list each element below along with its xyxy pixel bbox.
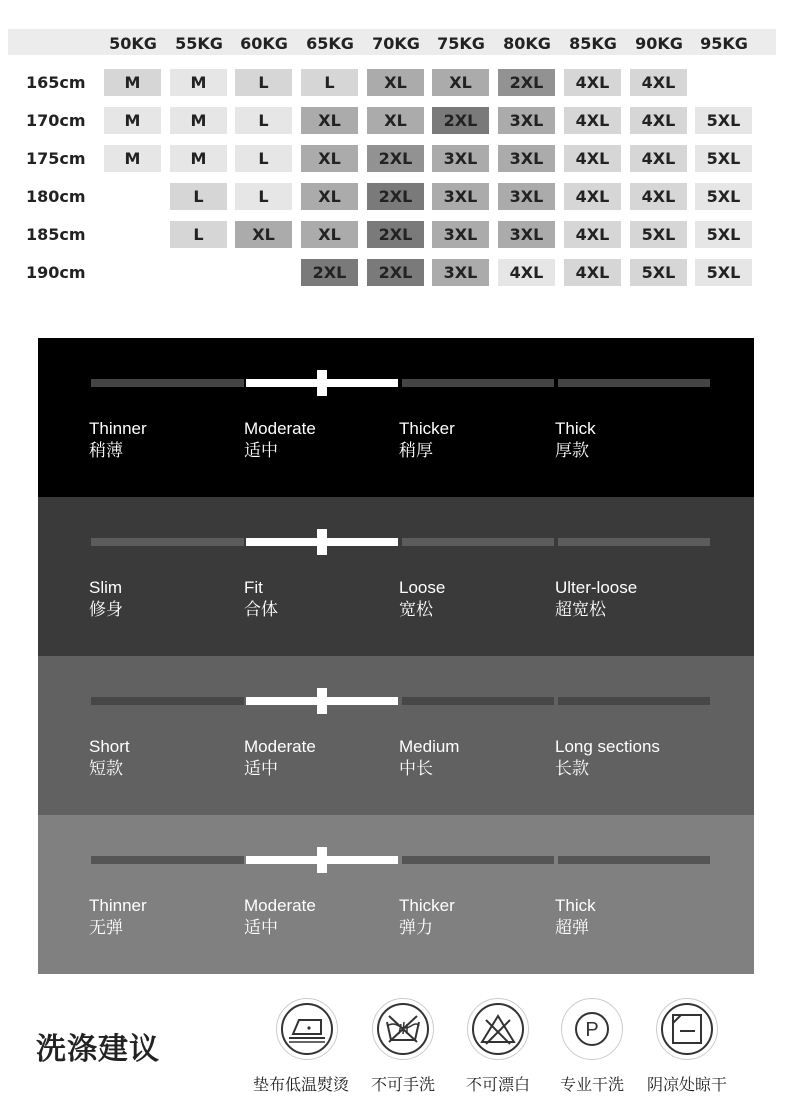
scale-segment [91, 379, 244, 387]
weight-header-50kg: 50KG [109, 34, 157, 53]
size-cell: XL [367, 107, 424, 134]
scale-segment [558, 538, 710, 546]
scale-segment [558, 379, 710, 387]
iron-icon [281, 1003, 333, 1055]
washing-symbol [561, 998, 623, 1060]
feature-option-label [244, 418, 316, 462]
option-chinese: 稍薄 [89, 441, 123, 460]
size-cell: 4XL [564, 145, 621, 172]
option-chinese: 短款 [89, 759, 123, 778]
washing-symbol [656, 998, 718, 1060]
feature-option-label [244, 577, 278, 621]
height-label-170cm: 170cm [26, 111, 86, 130]
option-english: Ulter-loose [555, 578, 638, 597]
option-english: Thick [555, 896, 596, 915]
size-cell: M [104, 107, 161, 134]
option-chinese: 稍厚 [399, 441, 433, 460]
feature-option-label [89, 577, 123, 621]
washing-label: 不可手洗 [370, 1075, 435, 1094]
option-chinese: 超弹 [555, 918, 589, 937]
size-cell: 2XL [367, 183, 424, 210]
size-cell: XL [235, 221, 292, 248]
option-english: Long sections [555, 737, 660, 756]
size-cell: L [170, 221, 227, 248]
scale-segment [91, 697, 244, 705]
feature-option-label [399, 736, 459, 780]
feature-option-label [555, 418, 596, 462]
option-chinese: 适中 [244, 759, 278, 778]
scale-segment [558, 697, 710, 705]
feature-panel-fit [38, 497, 754, 656]
height-label-175cm: 175cm [26, 149, 86, 168]
size-cell: 5XL [695, 183, 752, 210]
feature-option-label [89, 895, 147, 939]
option-english: Short [89, 737, 130, 756]
size-cell: 3XL [498, 221, 555, 248]
weight-header-65kg: 65KG [306, 34, 354, 53]
size-cell: 4XL [630, 183, 687, 210]
washing-label: 专业干洗 [559, 1075, 624, 1094]
option-english: Thinner [89, 419, 147, 438]
size-cell: M [104, 145, 161, 172]
size-cell: 4XL [564, 107, 621, 134]
feature-option-label [244, 895, 316, 939]
size-cell: M [170, 145, 227, 172]
scale-marker [317, 847, 327, 873]
option-chinese: 无弹 [89, 918, 123, 937]
option-english: Thicker [399, 896, 455, 915]
height-label-180cm: 180cm [26, 187, 86, 206]
feature-option-label [244, 736, 316, 780]
size-cell: XL [432, 69, 489, 96]
scale-segment [402, 379, 554, 387]
size-cell: XL [301, 107, 358, 134]
option-chinese: 弹力 [399, 918, 433, 937]
size-cell: 3XL [498, 107, 555, 134]
size-cell: 5XL [695, 221, 752, 248]
washing-label: 垫布低温熨烫 [252, 1075, 349, 1094]
weight-header-75kg: 75KG [437, 34, 485, 53]
size-cell: 3XL [432, 145, 489, 172]
size-cell: 3XL [498, 183, 555, 210]
size-cell: L [235, 69, 292, 96]
option-chinese: 合体 [244, 600, 278, 619]
weight-header-60kg: 60KG [240, 34, 288, 53]
feature-panel-length [38, 656, 754, 815]
size-cell: 4XL [564, 183, 621, 210]
feature-option-label [555, 736, 660, 780]
option-english: Fit [244, 578, 263, 597]
option-chinese: 适中 [244, 441, 278, 460]
height-label-165cm: 165cm [26, 73, 86, 92]
size-cell: XL [301, 145, 358, 172]
washing-label: 阴凉处晾干 [646, 1075, 727, 1094]
size-cell: 3XL [432, 259, 489, 286]
size-cell: M [170, 107, 227, 134]
option-english: Thinner [89, 896, 147, 915]
feature-option-label [399, 577, 445, 621]
height-label-190cm: 190cm [26, 263, 86, 282]
size-cell: 3XL [432, 183, 489, 210]
size-cell: XL [301, 221, 358, 248]
professional-dry-clean-icon [566, 1003, 618, 1055]
size-cell: 2XL [432, 107, 489, 134]
option-chinese: 超宽松 [555, 600, 606, 619]
height-label-185cm: 185cm [26, 225, 86, 244]
size-cell: 3XL [498, 145, 555, 172]
feature-option-label [555, 895, 596, 939]
scale-marker [317, 688, 327, 714]
option-chinese: 适中 [244, 918, 278, 937]
scale-segment [558, 856, 710, 864]
size-cell: 4XL [564, 69, 621, 96]
size-cell: M [170, 69, 227, 96]
size-cell: 2XL [367, 145, 424, 172]
size-cell: XL [301, 183, 358, 210]
feature-option-label [399, 418, 455, 462]
weight-header-90kg: 90KG [635, 34, 683, 53]
size-cell: 4XL [564, 221, 621, 248]
feature-panel-thickness [38, 338, 754, 497]
size-cell: 5XL [695, 145, 752, 172]
feature-option-label [555, 577, 637, 621]
option-chinese: 宽松 [399, 600, 433, 619]
feature-option-label [89, 418, 147, 462]
size-cell: 2XL [367, 221, 424, 248]
size-cell: L [301, 69, 358, 96]
washing-symbol [372, 998, 434, 1060]
size-cell: 4XL [564, 259, 621, 286]
option-chinese: 长款 [555, 759, 589, 778]
feature-panel-elasticity [38, 815, 754, 974]
washing-symbol [467, 998, 529, 1060]
option-english: Thicker [399, 419, 455, 438]
scale-segment [91, 538, 244, 546]
no-hand-wash-icon [377, 1003, 429, 1055]
size-cell: L [235, 107, 292, 134]
weight-header-55kg: 55KG [175, 34, 223, 53]
size-cell: 2XL [498, 69, 555, 96]
size-cell: 5XL [695, 259, 752, 286]
option-english: Moderate [244, 419, 316, 438]
size-cell: M [104, 69, 161, 96]
option-english: Thick [555, 419, 596, 438]
option-english: Loose [399, 578, 446, 597]
scale-segment [402, 697, 554, 705]
scale-marker [317, 529, 327, 555]
option-english: Slim [89, 578, 123, 597]
option-chinese: 厚款 [555, 441, 589, 460]
weight-header-80kg: 80KG [503, 34, 551, 53]
size-cell: 4XL [630, 145, 687, 172]
option-english: Medium [399, 737, 460, 756]
size-cell: 5XL [630, 259, 687, 286]
weight-header-85kg: 85KG [569, 34, 617, 53]
size-cell: 2XL [367, 259, 424, 286]
svg-text:P: P [585, 1019, 599, 1041]
size-cell: XL [367, 69, 424, 96]
size-cell: 3XL [432, 221, 489, 248]
size-cell: 2XL [301, 259, 358, 286]
weight-header-70kg: 70KG [372, 34, 420, 53]
washing-label: 不可漂白 [465, 1075, 530, 1094]
no-bleach-icon [472, 1003, 524, 1055]
option-english: Moderate [244, 737, 316, 756]
scale-marker [317, 370, 327, 396]
size-cell: 5XL [630, 221, 687, 248]
weight-header-95kg: 95KG [700, 34, 748, 53]
size-cell: 4XL [498, 259, 555, 286]
scale-segment [402, 856, 554, 864]
washing-symbol [276, 998, 338, 1060]
feature-option-label [89, 736, 130, 780]
washing-title: 洗涤建议 [36, 1032, 160, 1067]
option-english: Moderate [244, 896, 316, 915]
size-cell: 4XL [630, 107, 687, 134]
scale-segment [91, 856, 244, 864]
option-chinese: 修身 [89, 600, 123, 619]
dry-in-shade-icon [661, 1003, 713, 1055]
feature-option-label [399, 895, 455, 939]
size-cell: 5XL [695, 107, 752, 134]
scale-segment [402, 538, 554, 546]
size-cell: L [170, 183, 227, 210]
size-cell: L [235, 145, 292, 172]
size-cell: 4XL [630, 69, 687, 96]
option-chinese: 中长 [399, 759, 433, 778]
size-cell: L [235, 183, 292, 210]
